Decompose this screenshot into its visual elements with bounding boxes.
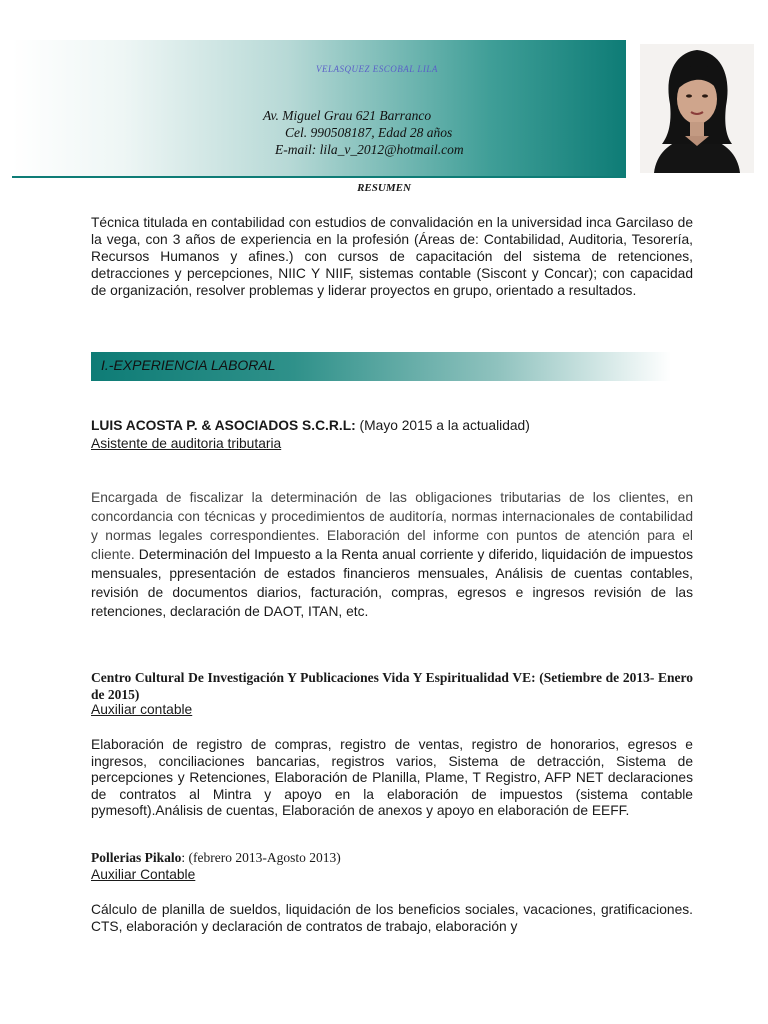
job-company-3	[91, 850, 341, 866]
job-company-1	[91, 418, 530, 433]
job-role-2: Auxiliar contable	[91, 702, 193, 717]
section-title: I.-EXPERIENCIA LABORAL	[101, 357, 276, 373]
section-bar-experiencia	[91, 352, 671, 381]
company-name-3: Pollerias Pikalo	[91, 850, 182, 865]
job-period-3: : (febrero 2013-Agosto 2013)	[181, 850, 341, 865]
email: E-mail: lila_v_2012@hotmail.com	[275, 142, 464, 157]
resumen-text: Técnica titulada en contabilidad con estudios de convalidación en la universidad inca Garcilaso de la vega, con 3 años de experiencia en la profesión (Áreas de: Contabilidad, Auditoria, Tesorería, Recursos Humanos y afines.) con cursos de capacitación del sistema de retenciones, detracciones y percepciones, NIIC Y NIIF, sistemas contable (Siscont y Concar); con capacidad de organización, resolver problemas y liderar proyectos en grupo, orientado a resultados.	[91, 215, 693, 298]
job-description-part2: Determinación del Impuesto a la Renta anual corriente y diferido, liquidación de impuestos mensuales, ppresentación de estados financieros mensuales, Análisis de cuentas contables, revisión de documentos diarios, facturación, compras, egresos e ingresos revisión de las retenciones, declaración de DAOT, ITAN, etc.	[91, 547, 693, 619]
candidate-name: VELASQUEZ ESCOBAL LILA	[316, 64, 438, 74]
header-divider	[12, 176, 626, 178]
job-description-1	[91, 488, 693, 621]
address: Av. Miguel Grau 621 Barranco	[263, 108, 432, 123]
job-period: (Mayo 2015 a la actualidad)	[355, 418, 530, 433]
phone-age: Cel. 990508187, Edad 28 años	[285, 125, 453, 140]
job-role-3: Auxiliar Contable	[91, 867, 196, 882]
company-name: LUIS ACOSTA P. & ASOCIADOS S.C.R.L:	[91, 418, 356, 433]
job-role-1: Asistente de auditoria tributaria	[91, 436, 282, 451]
resumen-heading: RESUMEN	[357, 182, 411, 194]
job-description-3: Cálculo de planilla de sueldos, liquidación de los beneficios sociales, vacaciones, gratificaciones. CTS, elaboración y declaración de contratos de trabajo, elaboración y	[91, 902, 693, 934]
profile-photo	[640, 44, 754, 173]
job-description-part1: Encargada de fiscalizar la determinación de las obligaciones tributarias de los clientes, en concordancia con técnicas y procedimientos de auditoría, normas internacionales de contabilidad y normas legales correspondientes. Elaboración del informe con puntos de atención para el cliente.	[91, 490, 693, 562]
job-company-2: Centro Cultural De Investigación Y Publicaciones Vida Y Espiritualidad VE: (Setiembre de 2013- Enero de 2015)	[91, 670, 693, 702]
job-description-2: Elaboración de registro de compras, registro de ventas, registro de honorarios, egresos e ingresos, conciliaciones bancarias, registros varios, Sistema de detracción, Sistema de percepciones y Retenciones, Elaboración de Planilla, Plame, T Registro, AFP NET declaraciones de contratos al Mintra y apoyo en la elaboración de impuestos (sistema contable pymesoft).Análisis de cuentas, Elaboración de anexos y apoyo en elaboración de EEFF.	[91, 737, 693, 818]
